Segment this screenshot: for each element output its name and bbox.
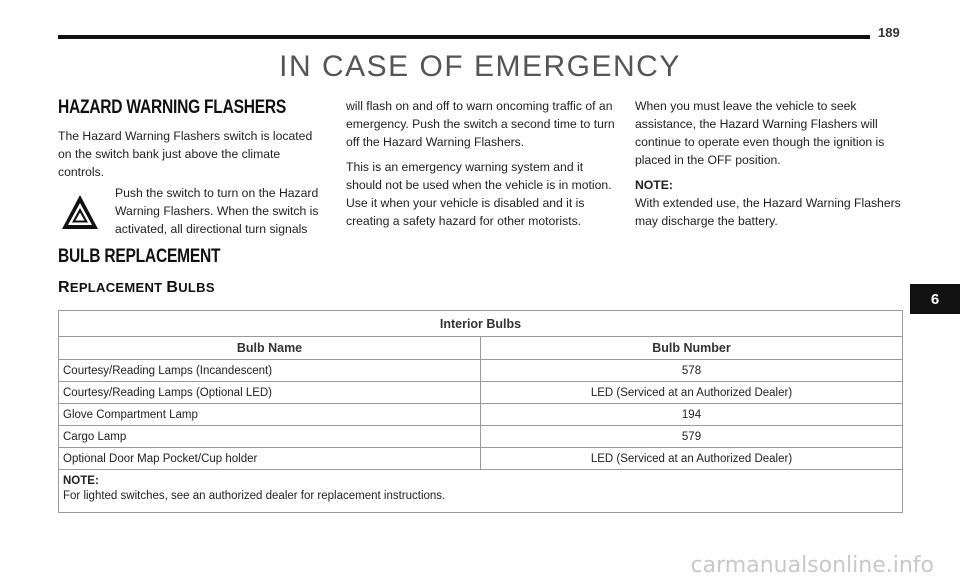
subheading-rest-1: EPLACEMENT — [69, 280, 167, 295]
column-header-bulb-name: Bulb Name — [59, 337, 481, 360]
table-row — [59, 448, 903, 470]
bulb-number-cell: LED (Serviced at an Authorized Dealer) — [481, 448, 903, 470]
table-note — [59, 470, 903, 513]
table-row — [59, 426, 903, 448]
table-caption: Interior Bulbs — [59, 311, 903, 337]
bulb-name-cell: Courtesy/Reading Lamps (Incandescent) — [59, 360, 481, 382]
hazard-note-text: With extended use, the Hazard Warning Flashers may discharge the battery. — [635, 196, 901, 228]
table-note-label: NOTE: — [63, 475, 99, 487]
subheading-initial-b: B — [166, 279, 179, 296]
hazard-triangle-icon — [60, 193, 100, 231]
bulb-number-cell: 578 — [481, 360, 903, 382]
bulb-number-cell: 194 — [481, 404, 903, 426]
hazard-col2-p2: This is an emergency warning system and it should not be used when the vehicle is in motion. Use it when your vehicle is disabled and it is creating a safety hazard for other motorists. — [346, 160, 612, 228]
hazard-intro-text: The Hazard Warning Flashers switch is located on the switch bank just above the climate controls. — [58, 129, 313, 179]
table-row — [59, 382, 903, 404]
watermark: carmanualsonline.info — [690, 553, 934, 578]
table-row — [59, 404, 903, 426]
section-tab: 6 — [910, 284, 960, 314]
replacement-bulbs-subheading — [58, 279, 215, 297]
page-number: 189 — [878, 25, 900, 40]
header-rule — [58, 35, 870, 39]
hazard-column-3 — [635, 97, 907, 230]
page-title: IN CASE OF EMERGENCY — [279, 50, 681, 83]
hazard-icon-text-block — [115, 184, 329, 238]
bulb-name-cell: Glove Compartment Lamp — [59, 404, 481, 426]
table-row — [59, 360, 903, 382]
column-header-bulb-number: Bulb Number — [481, 337, 903, 360]
hazard-col2-p1: will flash on and off to warn oncoming traffic of an emergency. Push the switch a second time to turn off the Hazard Warning Flashers. — [346, 99, 615, 149]
hazard-icon-text: Push the switch to turn on the Hazard Warning Flashers. When the switch is activated, all directional turn signals — [115, 186, 319, 236]
bulb-heading: BULB REPLACEMENT — [58, 246, 221, 267]
hazard-col3-p1: When you must leave the vehicle to seek assistance, the Hazard Warning Flashers will continue to operate even though the ignition is placed in the OFF position. — [635, 99, 885, 167]
bulb-name-cell: Courtesy/Reading Lamps (Optional LED) — [59, 382, 481, 404]
bulb-name-cell: Optional Door Map Pocket/Cup holder — [59, 448, 481, 470]
hazard-intro — [58, 127, 328, 181]
hazard-note-label: NOTE: — [635, 178, 673, 192]
table-note-text: For lighted switches, see an authorized dealer for replacement instructions. — [63, 490, 446, 502]
subheading-initial-r: R — [58, 279, 70, 296]
subheading-rest-2: ULBS — [178, 280, 215, 295]
bulb-number-cell: 579 — [481, 426, 903, 448]
interior-bulbs-table — [58, 310, 903, 513]
bulb-number-cell: LED (Serviced at an Authorized Dealer) — [481, 382, 903, 404]
hazard-heading: HAZARD WARNING FLASHERS — [58, 97, 287, 118]
hazard-column-2 — [346, 97, 618, 230]
bulb-name-cell: Cargo Lamp — [59, 426, 481, 448]
